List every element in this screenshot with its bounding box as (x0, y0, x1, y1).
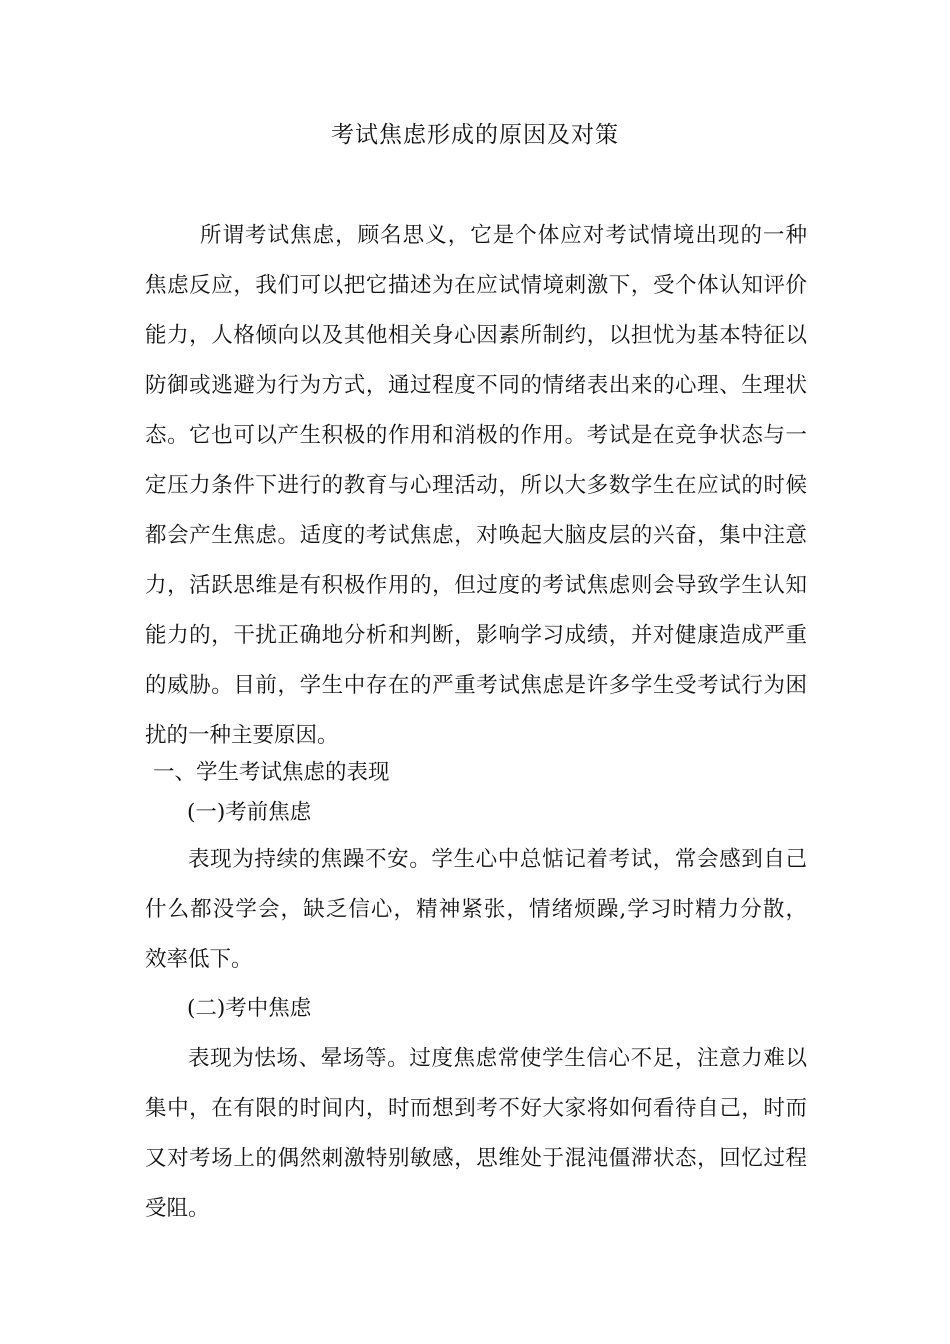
paragraph-line: 集中，在有限的时间内，时而想到考不好大家将如何看待自己，时而 (145, 1096, 807, 1121)
subsection-heading: (一)考前焦虑 (187, 800, 312, 825)
paragraph-line: 能力，人格倾向以及其他相关身心因素所制约，以担忧为基本特征以 (145, 323, 807, 348)
paragraph-line: 能力的，干扰正确地分析和判断，影响学习成绩，并对健康造成严重 (145, 623, 807, 648)
pre-exam-paragraph (145, 835, 807, 985)
paragraph-line: 焦虑反应，我们可以把它描述为在应试情境刺激下，受个体认知评价 (145, 273, 807, 298)
paragraph-line: 防御或逃避为行为方式，通过程度不同的情绪表出来的心理、生理状 (145, 373, 807, 398)
paragraph-line: 态。它也可以产生积极的作用和消极的作用。考试是在竞争状态与一 (145, 423, 807, 448)
paragraph-line: 表现为怯场、晕场等。过度焦虑常使学生信心不足，注意力难以 (188, 1046, 807, 1071)
paragraph-line: 定压力条件下进行的教育与心理活动，所以大多数学生在应试的时候 (145, 473, 807, 498)
document-title: 考试焦虑形成的原因及对策 (331, 122, 619, 148)
paragraph-line: 扰的一种主要原因。 (145, 723, 339, 748)
subsection-heading: (二)考中焦虑 (187, 996, 312, 1021)
paragraph-line: 受阻。 (145, 1196, 210, 1221)
paragraph-line: 又对考场上的偶然刺激特别敏感，思维处于混沌僵滞状态，回忆过程 (145, 1146, 807, 1171)
paragraph-line: 所谓考试焦虑，顾名思义，它是个体应对考试情境出现的一种 (200, 223, 807, 248)
intro-paragraph (145, 211, 807, 761)
paragraph-line: 什么都没学会，缺乏信心，精神紧张，情绪烦躁,学习时精力分散， (145, 897, 807, 922)
paragraph-line: 力，活跃思维是有积极作用的，但过度的考试焦虑则会导致学生认知 (145, 573, 807, 598)
paragraph-line: 表现为持续的焦躁不安。学生心中总惦记着考试，常会感到自己 (188, 847, 807, 872)
section-heading: 一、学生考试焦虑的表现 (153, 760, 390, 785)
in-exam-paragraph (145, 1034, 807, 1234)
paragraph-line: 都会产生焦虑。适度的考试焦虑，对唤起大脑皮层的兴奋，集中注意 (145, 523, 807, 548)
paragraph-line: 的威胁。目前，学生中存在的严重考试焦虑是许多学生受考试行为困 (145, 673, 807, 698)
paragraph-line: 效率低下。 (145, 947, 253, 972)
